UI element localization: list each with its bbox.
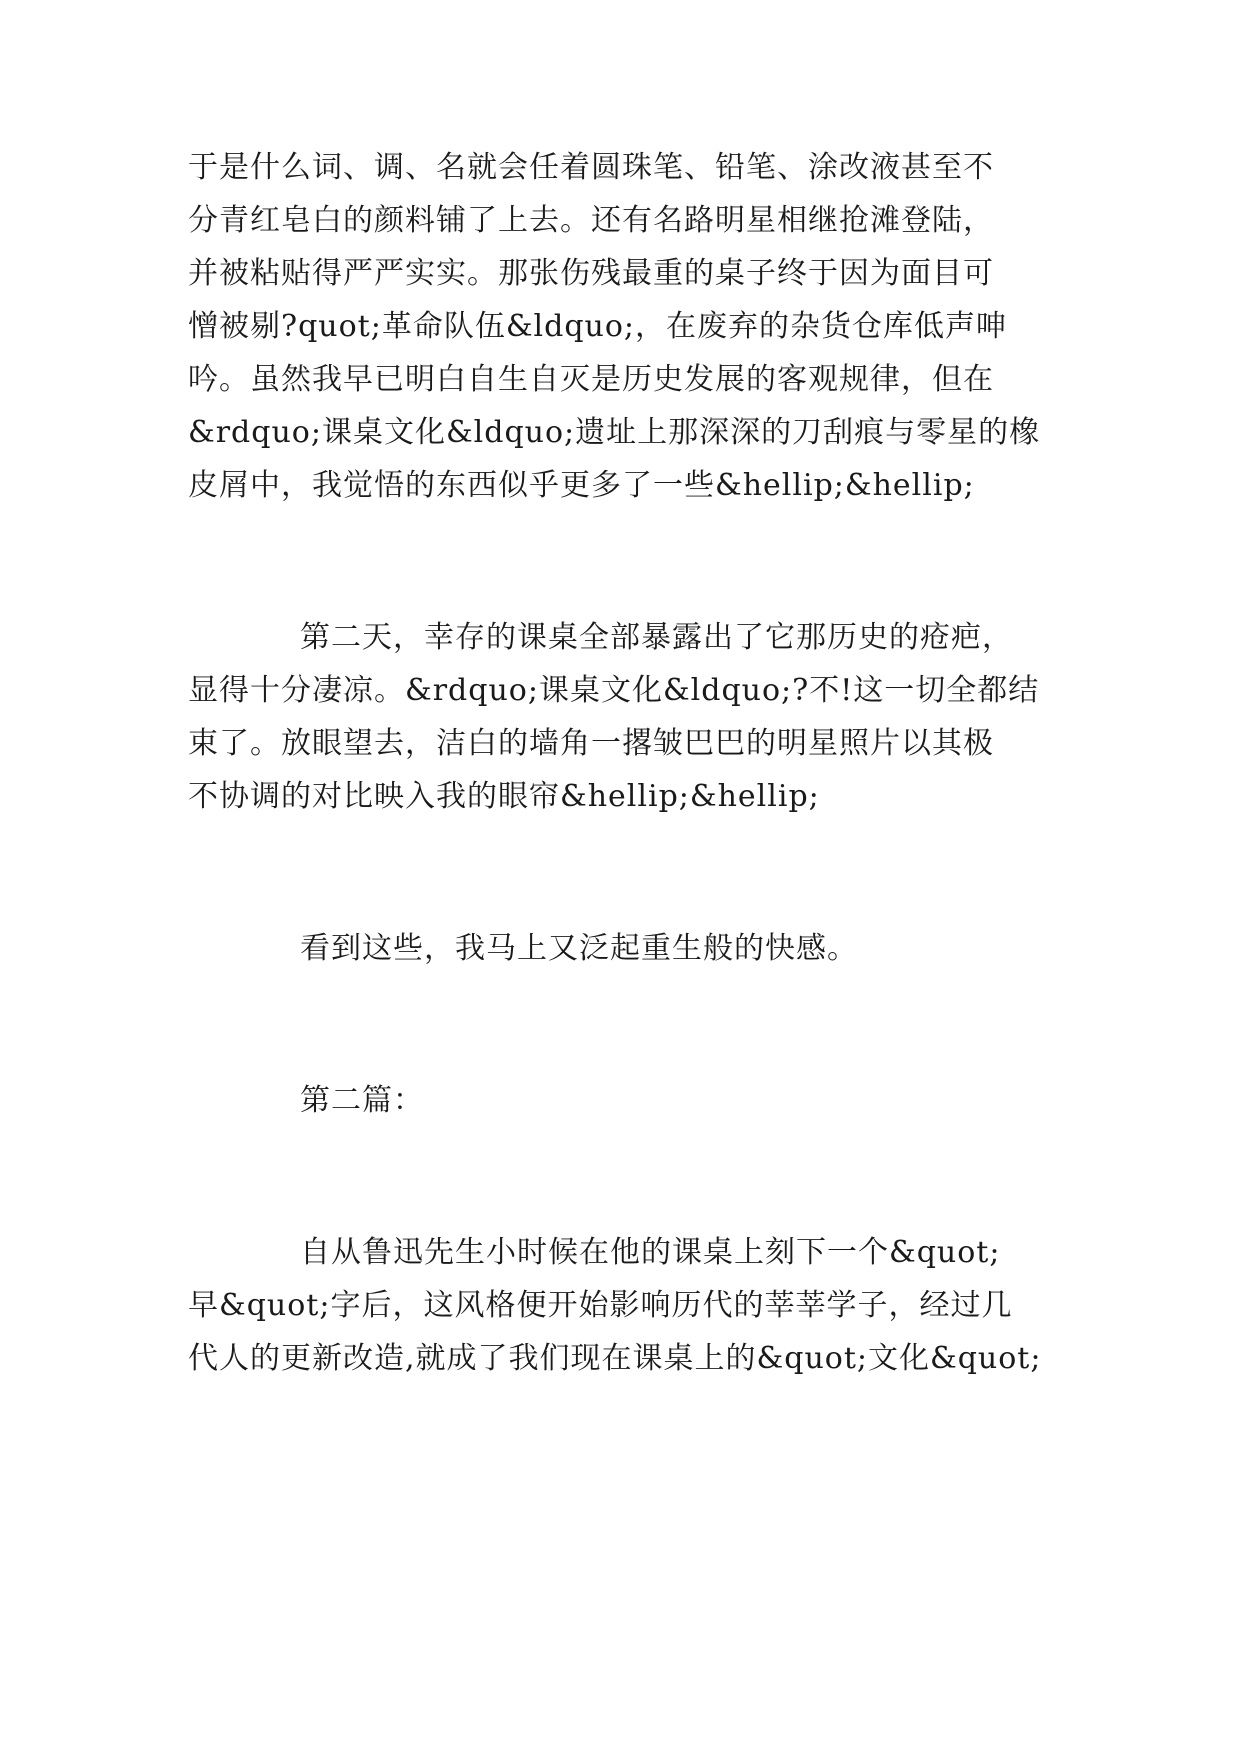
- paragraph-2-line-3: 束了。放眼望去，洁白的墙角一撂皱巴巴的明星照片以其极: [188, 726, 994, 761]
- paragraph-1-line-3: 并被粘贴得严严实实。那张伤残最重的桌子终于因为面目可: [188, 256, 994, 291]
- section-heading: 第二篇：: [300, 1083, 424, 1118]
- paragraph-3-line-1: 看到这些，我马上又泛起重生般的快感。: [300, 931, 858, 966]
- paragraph-1-line-4: 憎被剔?quot;革命队伍&ldquo;，在废弃的杂货仓库低声呻: [188, 309, 1008, 344]
- paragraph-1-line-6: &rdquo;课桌文化&ldquo;遗址上那深深的刀刮痕与零星的橡: [188, 415, 1041, 450]
- paragraph-5-line-3: 代人的更新改造,就成了我们现在课桌上的&quot;文化&quot;: [188, 1341, 1042, 1376]
- paragraph-2-line-1: 第二天，幸存的课桌全部暴露出了它那历史的疮疤，: [300, 620, 1013, 655]
- paragraph-2-line-4: 不协调的对比映入我的眼帘&hellip;&hellip;: [188, 779, 820, 814]
- paragraph-1-line-7: 皮屑中，我觉悟的东西似乎更多了一些&hellip;&hellip;: [188, 468, 975, 503]
- paragraph-1-line-2: 分青红皂白的颜料铺了上去。还有名路明星相继抢滩登陆，: [188, 203, 994, 238]
- paragraph-5-line-1: 自从鲁迅先生小时候在他的课桌上刻下一个&quot;: [300, 1235, 1001, 1270]
- paragraph-1-line-1: 于是什么词、调、名就会任着圆珠笔、铅笔、涂改液甚至不: [188, 150, 994, 185]
- paragraph-2-line-2: 显得十分凄凉。&rdquo;课桌文化&ldquo;?不!这一切全都结: [188, 673, 1040, 708]
- paragraph-5-line-2: 早&quot;字后，这风格便开始影响历代的莘莘学子，经过几: [188, 1288, 1013, 1323]
- paragraph-1-line-5: 吟。虽然我早已明白自生自灭是历史发展的客观规律，但在: [188, 362, 994, 397]
